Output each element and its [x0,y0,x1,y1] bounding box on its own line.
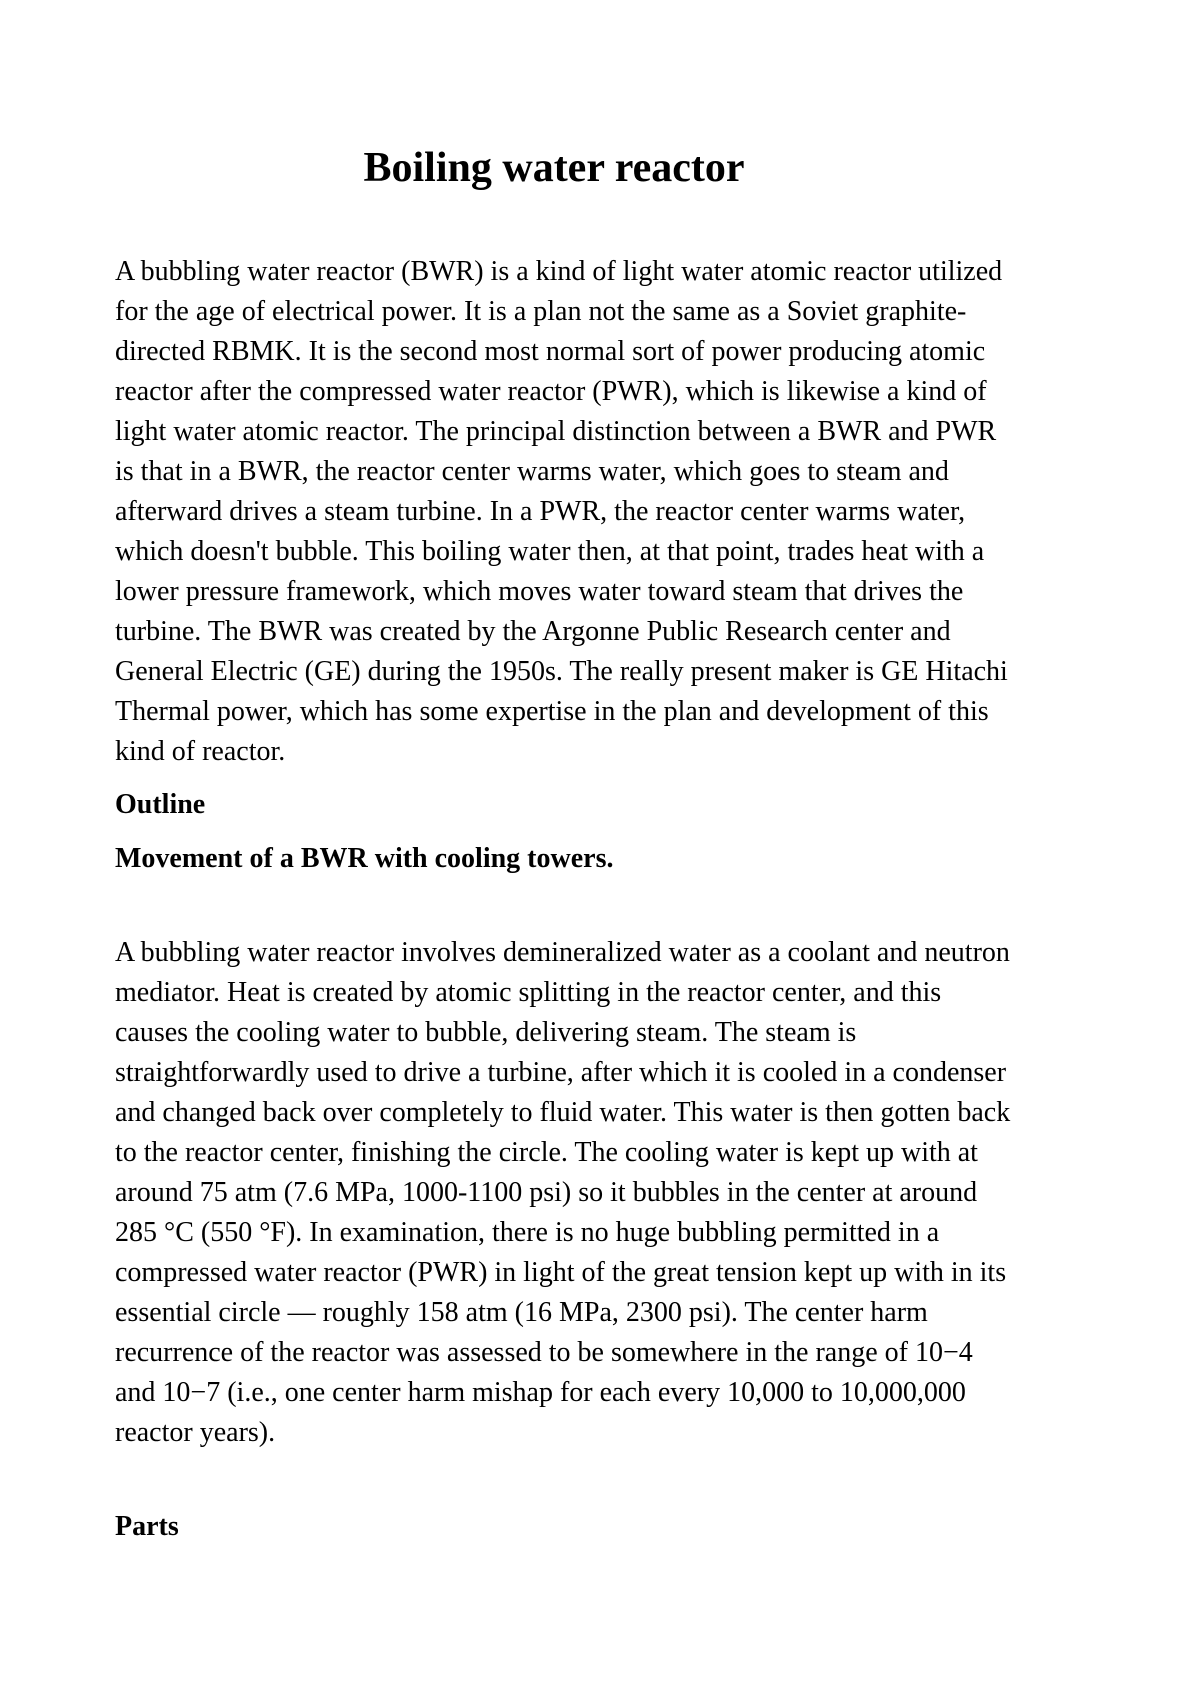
paragraph-line: around 75 atm (7.6 MPa, 1000-1100 psi) so it bubbles in the center at around [115,1177,978,1208]
paragraph-line: straightforwardly used to drive a turbine, after which it is cooled in a condenser [115,1057,1007,1088]
paragraph-line: Thermal power, which has some expertise in the plan and development of this [115,696,989,727]
paragraph-line: A bubbling water reactor (BWR) is a kind of light water atomic reactor utilized [115,256,1003,287]
paragraph-line: General Electric (GE) during the 1950s. The really present maker is GE Hitachi [115,656,1008,687]
paragraph-line: for the age of electrical power. It is a plan not the same as a Soviet graphite- [115,296,967,327]
paragraph-line: kind of reactor. [115,736,286,767]
document-body [115,252,1115,1547]
paragraph-line: and 10−7 (i.e., one center harm mishap for each every 10,000 to 10,000,000 [115,1377,966,1408]
paragraph-line: essential circle — roughly 158 atm (16 MPa, 2300 psi). The center harm [115,1297,928,1328]
intro-paragraph [115,252,1115,772]
paragraph-line: A bubbling water reactor involves demineralized water as a coolant and neutron [115,937,1010,968]
paragraph-line: to the reactor center, finishing the circle. The cooling water is kept up with at [115,1137,978,1168]
paragraph-line: causes the cooling water to bubble, delivering steam. The steam is [115,1017,857,1048]
paragraph-line: which doesn't bubble. This boiling water then, at that point, trades heat with a [115,536,985,567]
movement-heading: Movement of a BWR with cooling towers. [115,843,614,874]
paragraph-line: reactor after the compressed water reactor (PWR), which is likewise a kind of [115,376,987,407]
paragraph-line: and changed back over completely to fluid water. This water is then gotten back [115,1097,1011,1128]
document-title: Boiling water reactor [363,145,745,191]
paragraph-line: recurrence of the reactor was assessed to be somewhere in the range of 10−4 [115,1337,973,1368]
paragraph-line: afterward drives a steam turbine. In a PWR, the reactor center warms water, [115,496,966,527]
paragraph-line: turbine. The BWR was created by the Argonne Public Research center and [115,616,951,647]
paragraph-line: is that in a BWR, the reactor center warms water, which goes to steam and [115,456,949,487]
paragraph-line: mediator. Heat is created by atomic splitting in the reactor center, and this [115,977,942,1008]
outline-heading: Outline [115,789,206,820]
paragraph-line: directed RBMK. It is the second most normal sort of power producing atomic [115,336,986,367]
paragraph-line: reactor years). [115,1417,276,1448]
paragraph-line: 285 °C (550 °F). In examination, there is no huge bubbling permitted in a [115,1217,940,1248]
paragraph-line: compressed water reactor (PWR) in light of the great tension kept up with in its [115,1257,1007,1288]
operation-paragraph [115,933,1115,1453]
parts-heading: Parts [115,1511,179,1542]
paragraph-line: light water atomic reactor. The principal distinction between a BWR and PWR [115,416,997,447]
paragraph-line: lower pressure framework, which moves water toward steam that drives the [115,576,964,607]
